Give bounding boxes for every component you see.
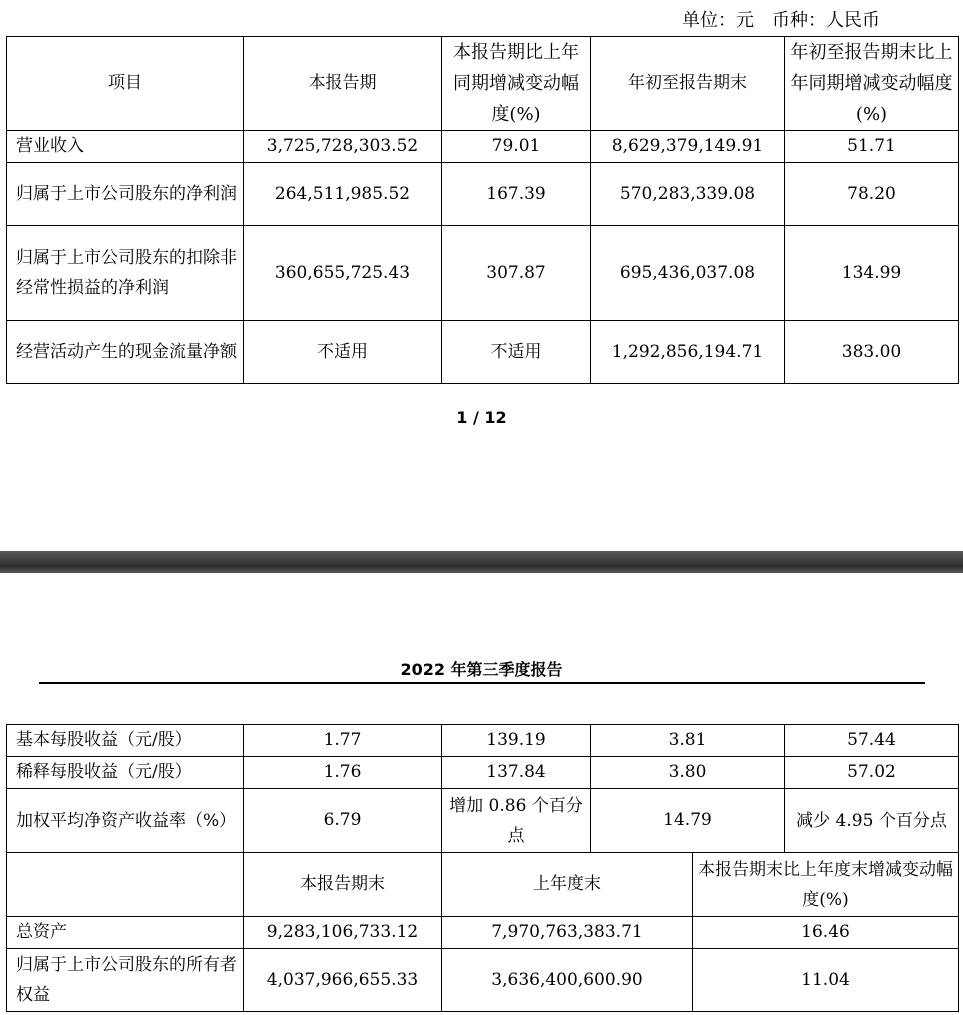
row-label: 归属于上市公司股东的所有者权益 xyxy=(7,949,244,1012)
cell-value: 79.01 xyxy=(442,131,591,163)
cell-value: 167.39 xyxy=(442,163,591,226)
title-rule xyxy=(39,682,925,684)
cell-value: 51.71 xyxy=(785,131,959,163)
cell-value: 134.99 xyxy=(785,226,959,321)
header-ytd-change: 年初至报告期末比上年同期增减变动幅度(%) xyxy=(785,37,959,131)
cell-value: 16.46 xyxy=(693,917,959,949)
cell-value: 137.84 xyxy=(442,757,591,789)
cell-value: 383.00 xyxy=(785,321,959,384)
header-current-period: 本报告期 xyxy=(244,37,442,131)
page-divider xyxy=(0,551,963,573)
cell-value: 695,436,037.08 xyxy=(591,226,785,321)
row-label: 基本每股收益（元/股） xyxy=(7,725,244,757)
cell-value: 7,970,763,383.71 xyxy=(442,917,693,949)
header-current-change: 本报告期比上年同期增减变动幅度(%) xyxy=(442,37,591,131)
row-label: 经营活动产生的现金流量净额 xyxy=(7,321,244,384)
cell-value: 4,037,966,655.33 xyxy=(244,949,442,1012)
row-label: 总资产 xyxy=(7,917,244,949)
cell-value: 570,283,339.08 xyxy=(591,163,785,226)
cell-value: 1.76 xyxy=(244,757,442,789)
cell-value: 1,292,856,194.71 xyxy=(591,321,785,384)
empty-header-cell xyxy=(7,853,244,917)
cell-value: 57.44 xyxy=(785,725,959,757)
cell-value: 14.79 xyxy=(591,789,785,853)
table-row xyxy=(7,163,959,226)
report-title: 2022 年第三季度报告 xyxy=(400,660,563,679)
table-row xyxy=(7,226,959,321)
cell-value: 307.87 xyxy=(442,226,591,321)
subheader-change: 本报告期末比上年度末增减变动幅度(%) xyxy=(693,853,959,917)
cell-value: 360,655,725.43 xyxy=(244,226,442,321)
cell-value: 减少 4.95 个百分点 xyxy=(785,789,959,853)
table-row xyxy=(7,949,959,1012)
cell-value: 不适用 xyxy=(442,321,591,384)
row-label: 归属于上市公司股东的净利润 xyxy=(7,163,244,226)
subheader-row xyxy=(7,853,959,917)
page-divider-gap xyxy=(0,573,963,579)
row-label: 归属于上市公司股东的扣除非经常性损益的净利润 xyxy=(7,226,244,321)
cell-value: 3.80 xyxy=(591,757,785,789)
row-label: 稀释每股收益（元/股） xyxy=(7,757,244,789)
header-item: 项目 xyxy=(7,37,244,131)
page-number: 1 / 12 xyxy=(456,408,507,427)
cell-value: 78.20 xyxy=(785,163,959,226)
cell-value: 不适用 xyxy=(244,321,442,384)
table-row xyxy=(7,725,959,757)
cell-value: 3,725,728,303.52 xyxy=(244,131,442,163)
table-header-row xyxy=(7,37,959,131)
financial-table-bottom xyxy=(6,724,959,1012)
cell-value: 11.04 xyxy=(693,949,959,1012)
cell-value: 8,629,379,149.91 xyxy=(591,131,785,163)
table-row xyxy=(7,757,959,789)
cell-value: 增加 0.86 个百分点 xyxy=(442,789,591,853)
cell-value: 3.81 xyxy=(591,725,785,757)
financial-table-top xyxy=(6,36,959,384)
cell-value: 9,283,106,733.12 xyxy=(244,917,442,949)
table-row xyxy=(7,321,959,384)
table-row xyxy=(7,789,959,853)
row-label: 营业收入 xyxy=(7,131,244,163)
subheader-period-end: 本报告期末 xyxy=(244,853,442,917)
cell-value: 57.02 xyxy=(785,757,959,789)
table-row xyxy=(7,131,959,163)
unit-currency-line: 单位：元 币种：人民币 xyxy=(682,10,880,31)
cell-value: 264,511,985.52 xyxy=(244,163,442,226)
subheader-prior-year-end: 上年度末 xyxy=(442,853,693,917)
cell-value: 1.77 xyxy=(244,725,442,757)
cell-value: 139.19 xyxy=(442,725,591,757)
header-ytd: 年初至报告期末 xyxy=(591,37,785,131)
row-label: 加权平均净资产收益率（%） xyxy=(7,789,244,853)
cell-value: 3,636,400,600.90 xyxy=(442,949,693,1012)
cell-value: 6.79 xyxy=(244,789,442,853)
table-row xyxy=(7,917,959,949)
